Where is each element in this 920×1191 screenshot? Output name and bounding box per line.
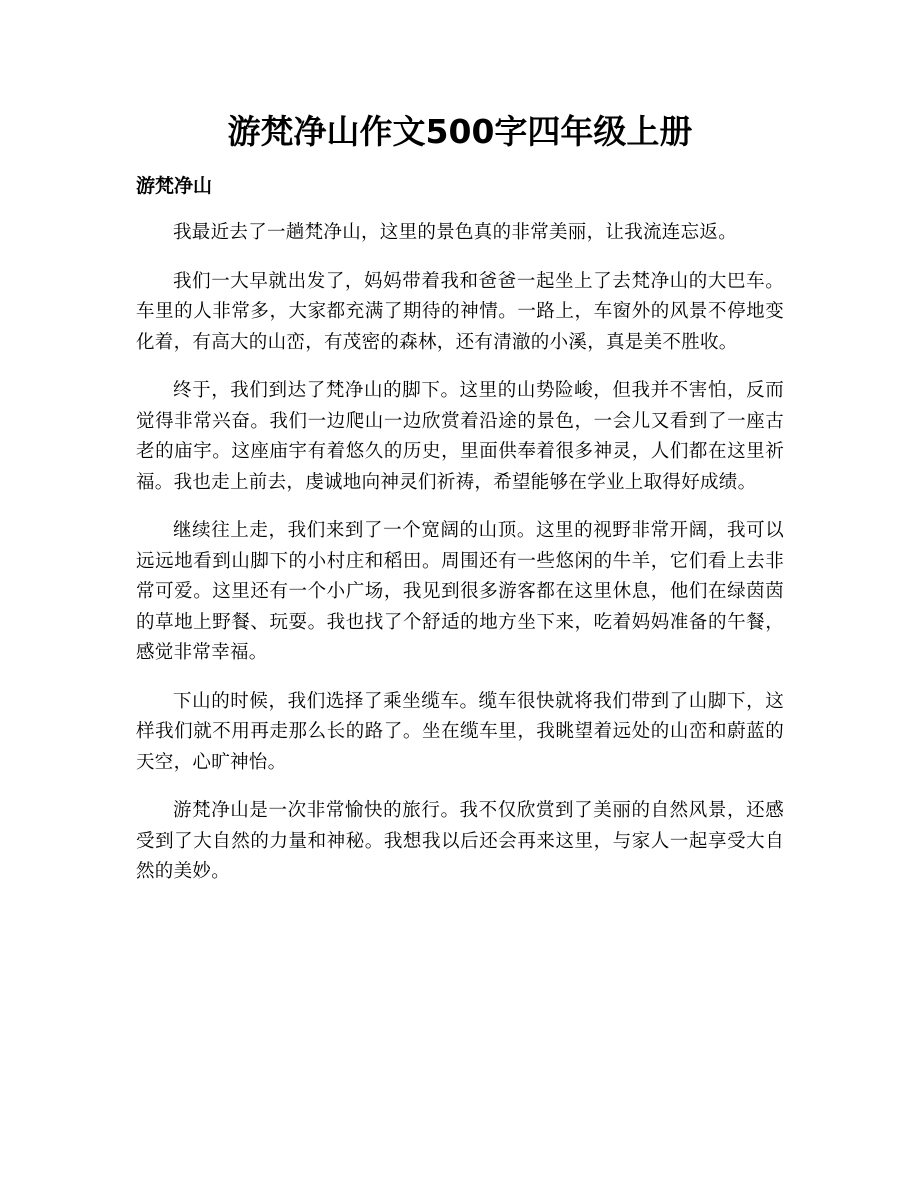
page-title: 游梵净山作文500字四年级上册 — [227, 112, 693, 151]
section-heading: 游梵净山 — [136, 175, 213, 197]
essay-body — [136, 218, 784, 906]
paragraph-2: 我们一大早就出发了，妈妈带着我和爸爸一起坐上了去梵净山的大巴车。车里的人非常多，大家都充满了期待的神情。一路上，车窗外的风景不停地变化着，有高大的山峦，有茂密的森林，还有清澈的小溪，真是美不胜收。 — [136, 270, 784, 353]
paragraph-3: 终于，我们到达了梵净山的脚下。这里的山势险峻，但我并不害怕，反而觉得非常兴奋。我们一边爬山一边欣赏着沿途的景色，一会儿又看到了一座古老的庙宇。这座庙宇有着悠久的历史，里面供奉着很多神灵，人们都在这里祈福。我也走上前去，虔诚地向神灵们祈祷，希望能够在学业上取得好成绩。 — [136, 380, 784, 493]
paragraph-5: 下山的时候，我们选择了乘坐缆车。缆车很快就将我们带到了山脚下，这样我们就不用再走那么长的路了。坐在缆车里，我眺望着远处的山峦和蔚蓝的天空，心旷神怡。 — [136, 690, 784, 773]
paragraph-4: 继续往上走，我们来到了一个宽阔的山顶。这里的视野非常开阔，我可以远远地看到山脚下的小村庄和稻田。周围还有一些悠闲的牛羊，它们看上去非常可爱。这里还有一个小广场，我见到很多游客都在这里休息，他们在绿茵茵的草地上野餐、玩耍。我也找了个舒适的地方坐下来，吃着妈妈准备的午餐，感觉非常幸福。 — [136, 520, 784, 663]
paragraph-6: 游梵净山是一次非常愉快的旅行。我不仅欣赏到了美丽的自然风景，还感受到了大自然的力量和神秘。我想我以后还会再来这里，与家人一起享受大自然的美妙。 — [136, 800, 784, 882]
paragraph-1: 我最近去了一趟梵净山，这里的景色真的非常美丽，让我流连忘返。 — [173, 222, 738, 243]
